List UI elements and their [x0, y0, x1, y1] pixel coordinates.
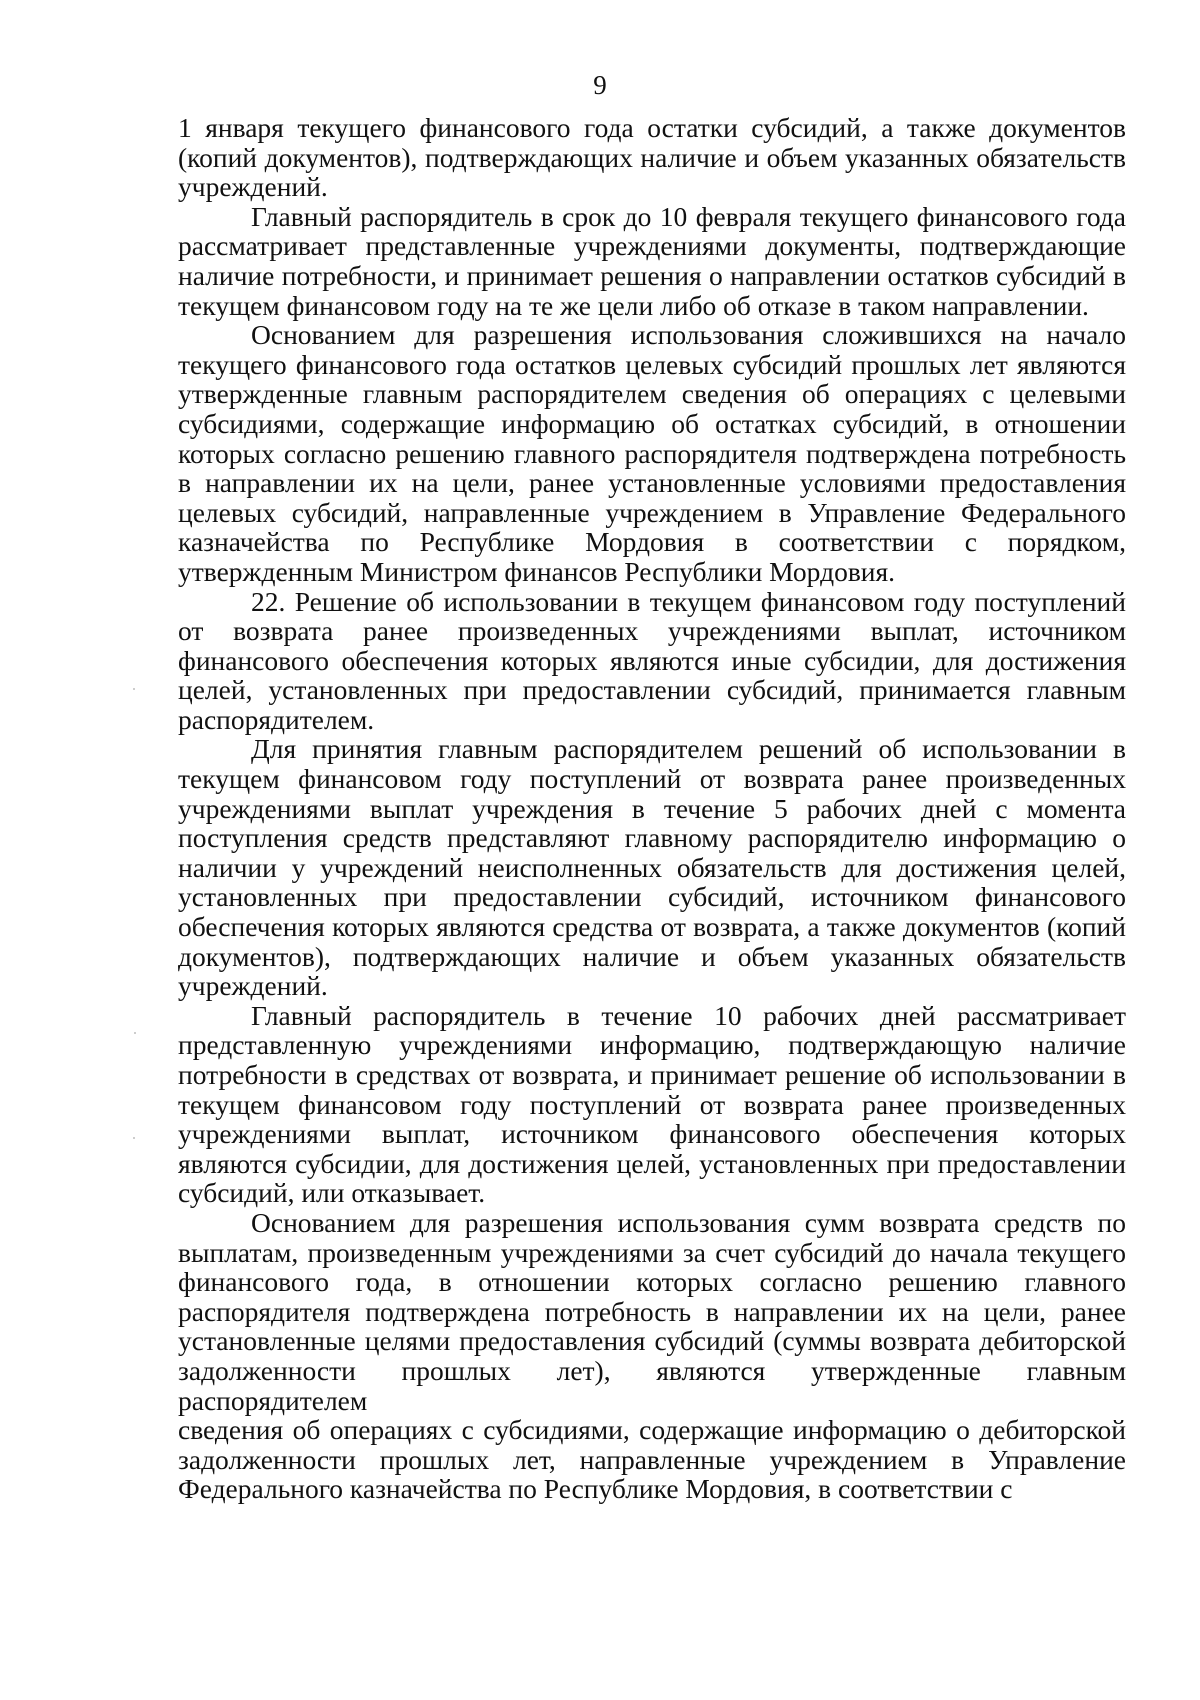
text-line: задолженности прошлых лет, направленные учреждением в Управление	[178, 1443, 1126, 1475]
text-line: наличие потребности, и принимает решения о направлении остатков субсидий в	[178, 259, 1126, 291]
text-line: текущем финансовом году поступлений от возврата ранее произведенных	[178, 1088, 1126, 1120]
scan-speck	[134, 1032, 136, 1034]
text-line: рассматривает представленные учреждениями документы, подтверждающие	[178, 230, 1126, 262]
paragraph-p6	[178, 1001, 1126, 1208]
text-line: распорядителя подтверждена потребность в направлении их на цели, ранее	[178, 1295, 1126, 1327]
text-line: утвержденным Министром финансов Республики Мордовия.	[178, 555, 896, 587]
text-line: от возврата ранее произведенных учреждениями выплат, источником	[178, 615, 1126, 647]
text-line: (копий документов), подтверждающих наличие и объем указанных обязательств	[178, 141, 1126, 173]
text-line: целевых субсидий, направленные учреждением в Управление Федерального	[178, 496, 1126, 528]
text-line: субсидиями, содержащие информацию об остатках субсидий, в отношении	[178, 407, 1126, 439]
text-line: Главный распорядитель в течение 10 рабочих дней рассматривает	[251, 999, 1126, 1031]
text-line: Главный распорядитель в срок до 10 февраля текущего финансового года	[251, 200, 1126, 232]
text-line: целей, установленных при предоставлении субсидий, принимается главным	[178, 674, 1126, 706]
text-line: поступления средств представляют главному распорядителю информацию о	[178, 822, 1126, 854]
text-line: распорядителем.	[178, 703, 375, 735]
text-line: учреждениями выплат учреждения в течение 5 рабочих дней с момента	[178, 792, 1126, 824]
text-line: утвержденные главным распорядителем сведения об операциях с целевыми	[178, 378, 1126, 410]
text-line: 1 января текущего финансового года остатки субсидий, а также документов	[178, 112, 1126, 143]
page-number: 9	[593, 70, 607, 100]
text-line: Для принятия главным распорядителем решений об использовании в	[251, 733, 1126, 765]
text-line: финансового года, в отношении которых согласно решению главного	[178, 1266, 1126, 1298]
text-line: в направлении их на цели, ранее установленные условиями предоставления	[178, 467, 1126, 499]
text-line: потребности в средствах от возврата, и принимает решение об использовании в	[178, 1059, 1126, 1090]
text-line: установленных при предоставлении субсидий, источником финансового	[178, 881, 1126, 913]
text-line: представленную учреждениями информацию, подтверждающую наличие	[178, 1029, 1126, 1061]
text-line: учреждений.	[178, 970, 328, 1002]
text-line: обеспечения которых являются средства от возврата, а также документов (копий	[178, 911, 1126, 943]
scan-speck	[133, 1137, 135, 1139]
text-line: финансового обеспечения которых являются иные субсидии, для достижения	[178, 644, 1126, 676]
text-line: наличии у учреждений неисполненных обязательств для достижения целей,	[178, 851, 1126, 883]
paragraph-p3	[178, 320, 1126, 586]
text-line: Основанием для разрешения использования сумм возврата средств по	[251, 1206, 1126, 1238]
paragraph-p7	[178, 1208, 1126, 1504]
document-body	[178, 113, 1126, 1504]
text-line: учреждений.	[178, 171, 328, 203]
text-line: казначейства по Республике Мордовия в соответствии с порядком,	[178, 526, 1126, 558]
text-line: субсидий, или отказывает.	[178, 1177, 486, 1209]
text-line: установленные целями предоставления субсидий (суммы возврата дебиторской	[178, 1325, 1126, 1357]
text-line: которых согласно решению главного распорядителя подтверждена потребность	[178, 437, 1126, 469]
text-line: выплатам, произведенным учреждениями за счет субсидий до начала текущего	[178, 1236, 1126, 1268]
text-line: задолженности прошлых лет), являются утвержденные главным распорядителем	[178, 1354, 1126, 1416]
text-line: являются субсидии, для достижения целей, установленных при предоставлении	[178, 1147, 1126, 1179]
text-line: учреждениями выплат, источником финансового обеспечения которых	[178, 1118, 1126, 1150]
scan-speck	[133, 688, 135, 690]
paragraph-p2	[178, 202, 1126, 320]
paragraph-p1	[178, 113, 1126, 202]
text-line: Основанием для разрешения использования сложившихся на начало	[251, 319, 1126, 351]
text-line: Федерального казначейства по Республике Мордовия, в соответствии с	[178, 1473, 1013, 1505]
text-line: текущего финансового года остатков целевых субсидий прошлых лет являются	[178, 348, 1126, 380]
paragraph-p5	[178, 734, 1126, 1000]
text-line: текущем финансовом году на те же цели либо об отказе в таком направлении.	[178, 289, 1089, 321]
text-line: 22. Решение об использовании в текущем финансовом году поступлений	[251, 585, 1126, 617]
text-line: сведения об операциях с субсидиями, содержащие информацию о дебиторской	[178, 1414, 1126, 1446]
text-line: документов), подтверждающих наличие и объем указанных обязательств	[178, 940, 1126, 972]
paragraph-p4	[178, 587, 1126, 735]
text-line: текущем финансовом году поступлений от возврата ранее произведенных	[178, 763, 1126, 795]
